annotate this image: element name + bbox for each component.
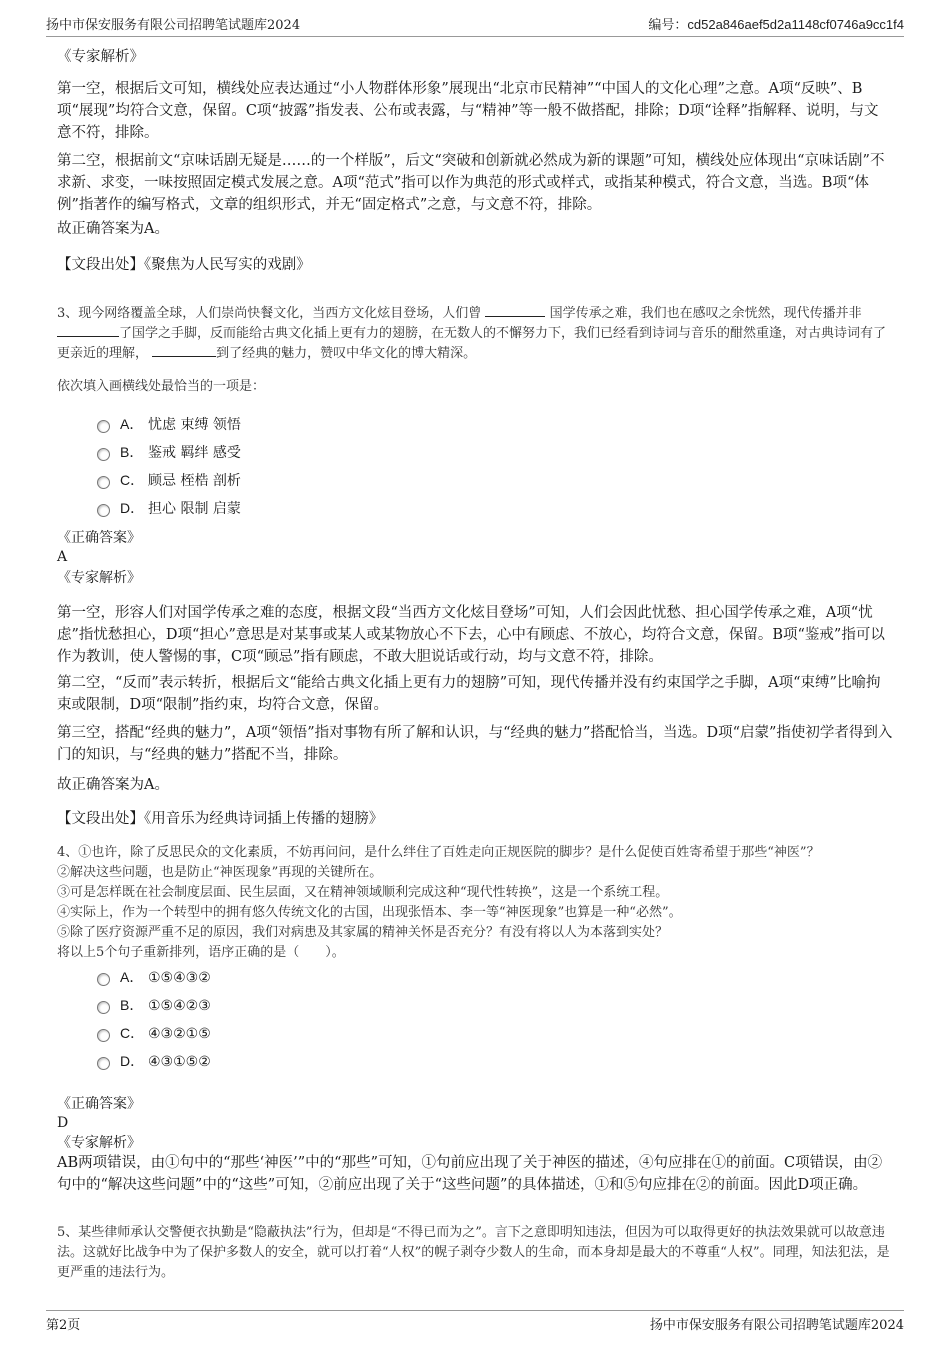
q3-instruction: 依次填入画横线处最恰当的一项是： [57, 379, 266, 394]
q3-analysis-paragraph-1: 第一空，形容人们对国学传承之难的态度，根据文段“当西方文化炫目登场”可知，人们会因此忧愁、担心国学传承之难，A项“忧虑”指忧愁担心，D项“担心”意思是对某事或某人或某物放心不下去，心中有顾虑、不放心，均符合文意，保留。B项“鉴戒”指可以作为教训，使人警惕的事，C项“顾忌”指有顾虑，不敢大胆说话或行动，均与文意不符，排除。 [57, 605, 885, 665]
radio-button-icon[interactable] [97, 973, 110, 986]
radio-button-icon[interactable] [97, 1057, 110, 1070]
q3-option-a[interactable]: A． 忧虑 束缚 领悟 [97, 413, 241, 435]
q4-sentence-4: ④实际上，作为一个转型中的拥有悠久传统文化的古国，出现张悟本、李一等“神医现象”也算是一种“必然”。 [57, 905, 682, 920]
header-title: 扬中市保安服务有限公司招聘笔试题库2024 [46, 18, 301, 33]
q4-option-d[interactable]: D． ④③①⑤② [97, 1050, 211, 1072]
radio-button-icon[interactable] [97, 448, 110, 461]
radio-button-icon[interactable] [97, 504, 110, 517]
q3-option-c[interactable]: C． 顾忌 桎梏 剖析 [97, 469, 241, 491]
q4-answer: D [57, 1115, 69, 1131]
q3-answer: A [57, 549, 68, 565]
q4-sentence-5: ⑤除了医疗资源严重不足的原因，我们对病患及其家属的精神关怀是否充分？有没有将以人为本落到实处？ [57, 925, 669, 940]
q3-conclusion: 故正确答案为A。 [57, 777, 169, 793]
q4-sentence-1: 4、①也许，除了反思民众的文化素质，不妨再问问，是什么绊住了百姓走向正规医院的脚步？是什么促使百姓寄希望于那些“神医”？ [57, 845, 820, 860]
q5-stem: 5、某些律师承认交警便衣执勤是“隐蔽执法”行为，但却是“不得已而为之”。言下之意即明知违法，但因为可以取得更好的执法效果就可以故意违法。这就好比战争中为了保护多数人的安全，就可以打着“人权”的幌子剥夺少数人的生命，而本身却是最大的不尊重“人权”。同理，知法犯法，是更严重的违法行为。 [57, 1225, 890, 1280]
q3-stem: 3、现今网络覆盖全球，人们崇尚快餐文化，当西方文化炫目登场，人们曾 国学传承之难，我们也在感叹之余恍然，现代传播并非了国学之手脚，反而能给古典文化插上更有力的翅膀，在无数人的不懈努力下，我们已经看到诗词与音乐的酣然重逢，对古典诗词有了更亲近的理解， 到了经典的魅力，赞叹中华文化的博大精深。 [57, 306, 887, 361]
page-footer [46, 1314, 904, 1334]
q3-source: 【文段出处】《用音乐为经典诗词插上传播的翅膀》 [57, 811, 384, 827]
q4-sentence-2: ②解决这些问题，也是防止“神医现象”再现的关键所在。 [57, 865, 383, 880]
q4-option-c[interactable]: C． ④③②①⑤ [97, 1022, 211, 1044]
q3-analysis-label: 《专家解析》 [57, 570, 141, 586]
q3-option-d[interactable]: D． 担心 限制 启蒙 [97, 497, 241, 519]
page-number: 第2页 [46, 1318, 81, 1333]
radio-button-icon[interactable] [97, 476, 110, 489]
q4-instruction: 将以上5个句子重新排列，语序正确的是（ ）。 [57, 945, 345, 960]
radio-button-icon[interactable] [97, 1029, 110, 1042]
q4-option-b[interactable]: B． ①⑤④②③ [97, 994, 211, 1016]
q4-analysis-label: 《专家解析》 [57, 1135, 141, 1151]
q4-analysis-paragraph: AB两项错误，由①句中的“那些‘神医’”中的“那些”可知，①句前应出现了关于神医的描述，④句应排在①的前面。C项错误，由②句中的“解决这些问题”中的“这些”可知，②前应出现了关于“这些问题”的具体描述，①和⑤句应排在②的前面。因此D项正确。 [57, 1155, 883, 1193]
q2-source: 【文段出处】《聚焦为人民写实的戏剧》 [57, 257, 311, 273]
header-divider [46, 36, 904, 37]
q3-analysis-paragraph-2: 第二空，“反而”表示转折，根据后文“能给古典文化插上更有力的翅膀”可知，现代传播并没有约束国学之手脚，A项“束缚”比喻拘束或限制，D项“限制”指约束，均符合文意，保留。 [57, 675, 881, 713]
q3-option-b[interactable]: B． 鉴戒 羁绊 感受 [97, 441, 241, 463]
q3-analysis-paragraph-3: 第三空，搭配“经典的魅力”，A项“领悟”指对事物有所了解和认识，与“经典的魅力”搭配恰当，当选。D项“启蒙”指使初学者得到入门的知识，与“经典的魅力”搭配不当，排除。 [57, 725, 893, 763]
q4-sentence-3: ③可是怎样既在社会制度层面、民生层面，又在精神领域顺利完成这种“现代性转换”，这是一个系统工程。 [57, 885, 669, 900]
q2-analysis-paragraph-1: 第一空，根据后文可知，横线处应表达通过“小人物群体形象”展现出“北京市民精神”“中国人的文化心理”之意。A项“反映”、B项“展现”均符合文意，保留。C项“披露”指发表、公布或表露，与“精神”等一般不做搭配，排除；D项“诠释”指解释、说明，与文意不符，排除。 [57, 81, 879, 141]
q2-analysis-label: 《专家解析》 [57, 49, 144, 65]
q4-answer-label: 《正确答案》 [57, 1096, 141, 1112]
footer-title: 扬中市保安服务有限公司招聘笔试题库2024 [649, 1318, 904, 1333]
q2-conclusion: 故正确答案为A。 [57, 221, 169, 237]
radio-button-icon[interactable] [97, 1001, 110, 1014]
header-document-id: 编号：cd52a846aef5d2a1148cf0746a9cc1f4 [648, 17, 904, 32]
q2-analysis-paragraph-2: 第二空，根据前文“京味话剧无疑是……的一个样版”，后文“突破和创新就必然成为新的课题”可知，横线处应体现出“京味话剧”不求新、求变，一味按照固定模式发展之意。A项“范式”指可以作为典范的形式或样式，或指某种模式，符合文意，当选。B项“体例”指著作的编写格式，文章的组织形式，并无“固定格式”之意，与文意不符，排除。 [57, 153, 885, 213]
q3-answer-label: 《正确答案》 [57, 530, 141, 546]
page-header [46, 14, 904, 34]
footer-divider [46, 1310, 904, 1311]
radio-button-icon[interactable] [97, 420, 110, 433]
q4-option-a[interactable]: A． ①⑤④③② [97, 966, 211, 988]
